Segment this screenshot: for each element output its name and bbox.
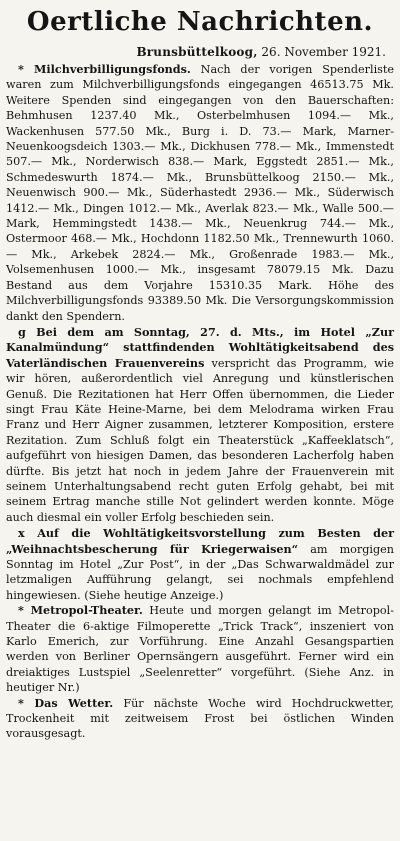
article-text: Nach der vorigen Spenderliste waren zum Milchverbilligungsfonds eingegangen 46513.75 Mk. Weitere Spenden sind eingegangen von den Bauerschaften: Behmhusen 1237.40 Mk., Osterbelmhusen 1094.— Mk., Wackenhusen 577.50 Mk., Burg i. D. 73.— Mark, Marner-Neuenkoogsdeich 1303.— Mk., Dickhusen 778.— Mk., Immenstedt 507.— Mk., Norderwisch 838.— Mark, Eggstedt 2851.— Mk., Schmedeswurth 1874.— Mk., Brunsbüttelkoog 2150.— Mk., Neuenwisch 900.— Mk., Süderhastedt 2936.— Mk., Süderwisch 1412.— Mk., Dingen 1012.— Mk., Averlak 823.— Mk., Walle 500.— Mark, Hemmingstedt 1438.— Mk., Neuenkrug 744.— Mk., Ostermoor 468.— Mk., Hochdonn 1182.50 Mk., Trennewurth 1060.— Mk., Arkebek 2824.— Mk., Großenrade 1983.— Mk., Volsemenhusen 1000.— Mk., insgesamt 78079.15 Mk. Dazu Bestand aus dem Vorjahre 15310.35 Mark. Höhe des Milchverbilligungsfonds 93389.50 Mk. Die Versorgungskommission dankt den Spendern. xyxy=(6,63,394,323)
dateline-date: 26. November 1921. xyxy=(261,45,386,59)
article-text: verspricht das Programm, wie wir hören, außerordentlich viel Anregung und künstlerischen Genuß. Die Rezitationen hat Herr Offen übernommen, die Lieder singt Frau Käte Heine-Marne, bei dem Melodrama wirken Frau Franz und Herr Aigner zusammen, letzterer Komposition, erstere Rezitation. Zum Schluß folgt ein Theaterstück „Kaffeeklatsch“, aufgeführt von hiesigen Damen, das besonderen Lacherfolg haben dürfte. Bis jetzt hat noch in jedem Jahre der Frauenverein mit seinem Unterhaltungsabend recht guten Erfolg gehabt, bei mit seinem Ertrag manche stille Not gelindert werden konnte. Möge auch diesmal ein voller Erfolg beschieden sein. xyxy=(6,356,394,524)
article-lead: * Das Wetter. xyxy=(18,695,114,710)
dateline-place: Brunsbüttelkoog, xyxy=(136,45,258,59)
article-text: Heute und morgen gelangt im Metropol-Theater die 6-aktige Filmoperette „Trick Track“, inszeniert von Karlo Emerich, zur Vorführung. Eine Anzahl Gesangspartien werden von Berliner Opernsängern ausgeführt. Ferner wird ein dreiaktiges Lustspiel „Seelenretter“ vorgeführt. (Siehe Anz. in heutiger Nr.) xyxy=(6,604,395,695)
article-lead: x Auf die Wohltätigkeitsvorstellung zum Besten der „Weihnachtsbescherung für Kriegerwaisen“ xyxy=(6,526,394,556)
article-wohltaetigkeitsabend xyxy=(6,325,394,525)
section-heading: Oertliche Nachrichten. xyxy=(26,7,374,37)
article-text: am morgigen Sonntag im Hotel „Zur Post“, in der „Das Schwarwaldmädel zur letzmaligen Aufführung gelangt, sei nochmals empfehlend hingewiesen. (Siehe heutige Anzeige.) xyxy=(6,542,394,602)
article-metropol-theater xyxy=(6,603,394,695)
article-lead: g Bei dem am Sonntag, 27. d. Mts., im Hotel „Zur Kanalmündung“ stattfindenden Wohltätigkeitsabend des Vaterländischen Frauenvereins xyxy=(6,324,394,370)
dateline xyxy=(6,44,386,60)
article-lead: * Metropol-Theater. xyxy=(18,603,143,618)
article-wohltaetigkeitsvorstellung xyxy=(6,526,394,603)
article-wetter xyxy=(6,696,394,742)
article-text: Für nächste Woche wird Hochdruckwetter, Trockenheit mit zeitweisem Frost bei östlichen Winden vorausgesagt. xyxy=(6,696,394,741)
article-milchverbilligungsfonds xyxy=(6,62,394,324)
article-lead: * Milchverbilligungsfonds. xyxy=(18,62,191,76)
